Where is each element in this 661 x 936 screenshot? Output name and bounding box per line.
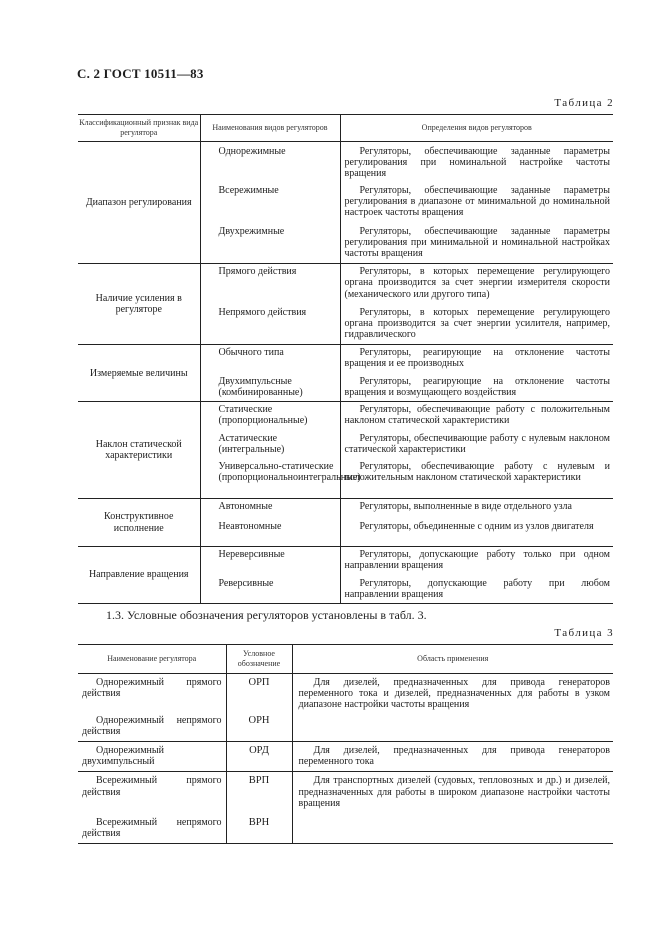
definition-cell: Регуляторы, объединенные с одним из узлов двигателя [359,520,594,532]
type-name-cell: Астатические (интегральные) [200,431,340,459]
designation-cell: ВРН [226,814,292,844]
table2-header-row [78,115,613,142]
table3-header-code: Условное обозначение [226,645,292,674]
table2-header-definitions: Определения видов регуляторов [340,115,613,142]
feature-cell: Наличие усиления в регуляторе [78,264,200,345]
paragraph-1-3: 1.3. Условные обозначения регуляторов установлены в табл. 3. [106,608,427,622]
application-cell: Для дизелей, предназначенных для привода генераторов переменного тока [292,742,613,772]
feature-cell: Диапазон регулирования [78,142,200,264]
type-name-cell: Двухимпульсные (комбинированные) [200,374,340,402]
table2-header-names: Наименования видов регуляторов [200,115,340,142]
type-name-cell: Неавтономные [200,519,340,547]
definition-cell: Регуляторы, обеспечивающие работу с нулевым наклоном статической характеристики [344,432,610,455]
feature-cell: Направление вращения [78,547,200,604]
designation-cell: ОРН [226,712,292,742]
table3-header-application: Область применения [292,645,613,674]
table-row [78,742,613,772]
definition-cell: Регуляторы, обеспечивающие работу с положительным наклоном статической характеристики [340,402,613,431]
regulator-name-cell: Однорежимный прямого действия [78,674,226,712]
type-name-cell: Прямого действия [200,264,340,305]
type-name-cell: Всережимные [200,183,340,224]
table2-header-feature: Классификационный признак вида регулятора [78,115,200,142]
type-name-cell: Двухрежимные [200,224,340,264]
definition-cell: Регуляторы, реагирующие на отклонение частоты вращения и возмущающего воздействия [344,375,610,398]
page-header: С. 2 ГОСТ 10511—83 [77,66,204,81]
definition-cell: Регуляторы, обеспечивающие заданные параметры регулирования при минимальной и номинальной настройках частоты вращения [344,225,610,260]
type-name-cell: Обычного типа [200,345,340,374]
type-name-cell: Универсально-статические (пропорциональноинтегральные) [200,459,340,499]
definition-cell: Регуляторы, выполненные в виде отдельного узла [340,499,613,519]
definition-cell: Регуляторы, обеспечивающие заданные параметры регулирования при номинальной настройке частоты вращения [340,142,613,183]
feature-cell: Измеряемые величины [78,345,200,402]
feature-cell: Конструктивное исполнение [78,499,200,547]
table-row [78,345,613,374]
definition-cell: Регуляторы, в которых перемещение регулирующего органа производится за счет энергии измерителя скорости (механического или другого типа) [340,264,613,305]
regulator-name-cell: Однорежимный двухимпульсный [78,742,226,772]
designation-cell: ВРП [226,772,292,814]
table3-header-name: Наименование регулятора [78,645,226,674]
feature-cell: Наклон статической характеристики [78,402,200,499]
definition-cell: Регуляторы, обеспечивающие заданные параметры регулирования в диапазоне от минимальной до номинальной настроек частоты вращения [344,184,610,219]
application-cell: Для транспортных дизелей (судовых, тепловозных и др.) и дизелей, предназначенных для работы в широком диапазоне настройки частоты вращения [292,772,613,844]
type-name-cell: Автономные [200,499,340,519]
table3-header-row [78,645,613,674]
table-row [78,499,613,519]
definition-cell: Регуляторы, реагирующие на отклонение частоты вращения и ее производных [340,345,613,374]
regulator-name-cell: Однорежимный непрямого действия [78,712,226,742]
table-row [78,142,613,183]
regulator-name-cell: Всережимный прямого действия [78,772,226,814]
type-name-cell: Однорежимные [200,142,340,183]
table-row [78,402,613,431]
table-2 [78,114,613,604]
type-name-cell: Непрямого действия [200,305,340,345]
table-3 [78,644,613,844]
type-name-cell: Реверсивные [200,576,340,604]
table2-caption: Таблица 2 [554,97,614,109]
table-row [78,674,613,712]
application-cell: Для дизелей, предназначенных для привода генераторов переменного тока и дизелей, предназначенных для работы в узком диапазоне настройки частоты вращения [292,674,613,742]
designation-cell: ОРД [226,742,292,772]
type-name-cell: Нереверсивные [200,547,340,576]
regulator-name-cell: Всережимный непрямого действия [78,814,226,844]
designation-cell: ОРП [226,674,292,712]
table-row [78,772,613,814]
table-row [78,264,613,305]
definition-cell: Регуляторы, в которых перемещение регулирующего органа производится за счет энергии усилителя, например, гидравлического [344,306,610,341]
table3-caption: Таблица 3 [554,627,614,639]
table-row [78,547,613,576]
definition-cell: Регуляторы, допускающие работу при любом направлении вращения [344,577,610,600]
definition-cell: Регуляторы, обеспечивающие работу с нулевым и положительным наклоном статической характеристики [344,460,610,483]
definition-cell: Регуляторы, допускающие работу только при одном направлении вращения [340,547,613,576]
type-name-cell: Статические (пропорциональные) [200,402,340,431]
